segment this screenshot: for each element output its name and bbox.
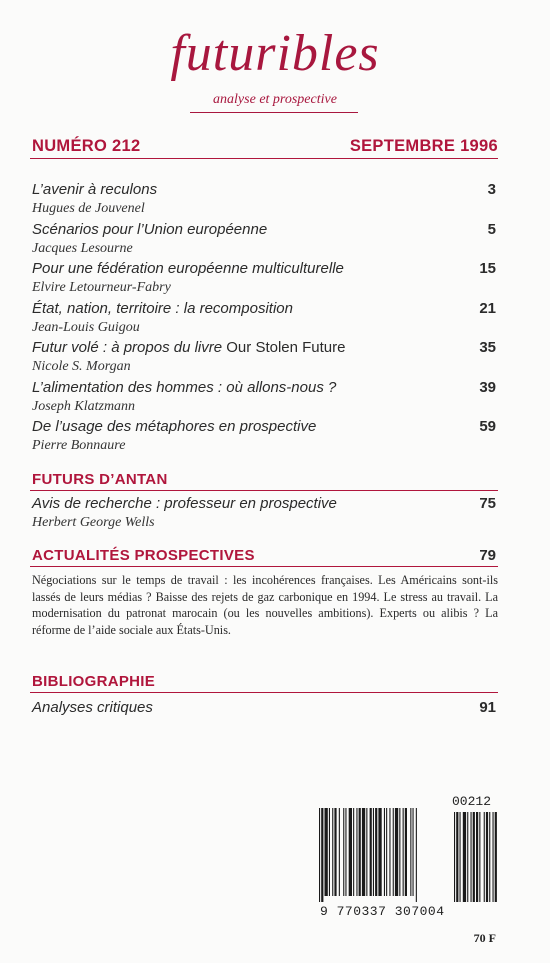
bibliographie-heading: BIBLIOGRAPHIE bbox=[32, 673, 156, 690]
book-title: Our Stolen Future bbox=[226, 339, 346, 356]
article-title: L’avenir à reculons bbox=[32, 181, 158, 198]
article-author: Nicole S. Morgan bbox=[32, 359, 131, 374]
tagline-underline bbox=[190, 112, 358, 113]
article-author: Hugues de Jouvenel bbox=[32, 201, 145, 216]
actualites-summary: Négociations sur le temps de travail : les incohérences françaises. Les Américains sont-ils lassés de leurs médias ? Baisse des rejets de gaz carbonique en 1994. Le stress au travail. La modernisation du patronat marocain (ou les nouvelles ambitions). Experts ou alibis ? La réforme de l’aide sociale aux États-Unis. bbox=[32, 573, 498, 637]
futurs-title: Avis de recherche : professeur en prospective bbox=[32, 495, 337, 512]
article-author: Pierre Bonnaure bbox=[32, 438, 126, 453]
article-title: De l’usage des métaphores en prospective bbox=[32, 418, 317, 435]
futurs-author: Herbert George Wells bbox=[32, 515, 155, 530]
article-page: 59 bbox=[479, 418, 496, 435]
article-title: Pour une fédération européenne multiculturelle bbox=[32, 260, 344, 277]
article-title: L’alimentation des hommes : où allons-nous ? bbox=[32, 379, 337, 396]
article-page: 35 bbox=[479, 339, 496, 356]
article-page: 15 bbox=[479, 260, 496, 277]
article-page: 39 bbox=[479, 379, 496, 396]
actualites-heading: ACTUALITÉS PROSPECTIVES bbox=[32, 547, 255, 564]
actualites-page: 79 bbox=[479, 547, 496, 564]
price: 70 F bbox=[473, 931, 496, 945]
article-title-text: Futur volé : à propos du livre bbox=[32, 339, 227, 356]
article-page: 3 bbox=[487, 181, 496, 198]
article-author: Joseph Klatzmann bbox=[32, 399, 136, 414]
bibliographie-page: 91 bbox=[479, 699, 496, 716]
article-page: 21 bbox=[479, 300, 496, 317]
bibliographie-title: Analyses critiques bbox=[32, 699, 153, 716]
article-title bbox=[32, 339, 346, 356]
issue-divider bbox=[30, 158, 498, 159]
article-page: 5 bbox=[487, 221, 496, 238]
futurs-heading: FUTURS D’ANTAN bbox=[32, 471, 168, 488]
barcode-addon-digits: 00212 bbox=[452, 794, 492, 809]
issue-number: NUMÉRO 212 bbox=[32, 137, 141, 155]
issue-date: SEPTEMBRE 1996 bbox=[349, 137, 498, 155]
futurs-page: 75 bbox=[479, 495, 496, 512]
article-title: État, nation, territoire : la recomposition bbox=[32, 300, 293, 317]
article-author: Jacques Lesourne bbox=[32, 241, 133, 256]
futurs-divider bbox=[30, 490, 498, 491]
article-title: Scénarios pour l’Union européenne bbox=[32, 221, 268, 238]
magazine-logo: futuribles bbox=[170, 25, 380, 82]
actualites-divider bbox=[30, 566, 498, 567]
bibliographie-divider bbox=[30, 692, 498, 693]
magazine-tagline: analyse et prospective bbox=[213, 92, 337, 107]
barcode-digits: 9 770337 307004 bbox=[320, 904, 445, 919]
barcode bbox=[318, 808, 500, 902]
article-author: Elvire Letourneur-Fabry bbox=[32, 280, 171, 295]
article-author: Jean-Louis Guigou bbox=[32, 320, 140, 335]
